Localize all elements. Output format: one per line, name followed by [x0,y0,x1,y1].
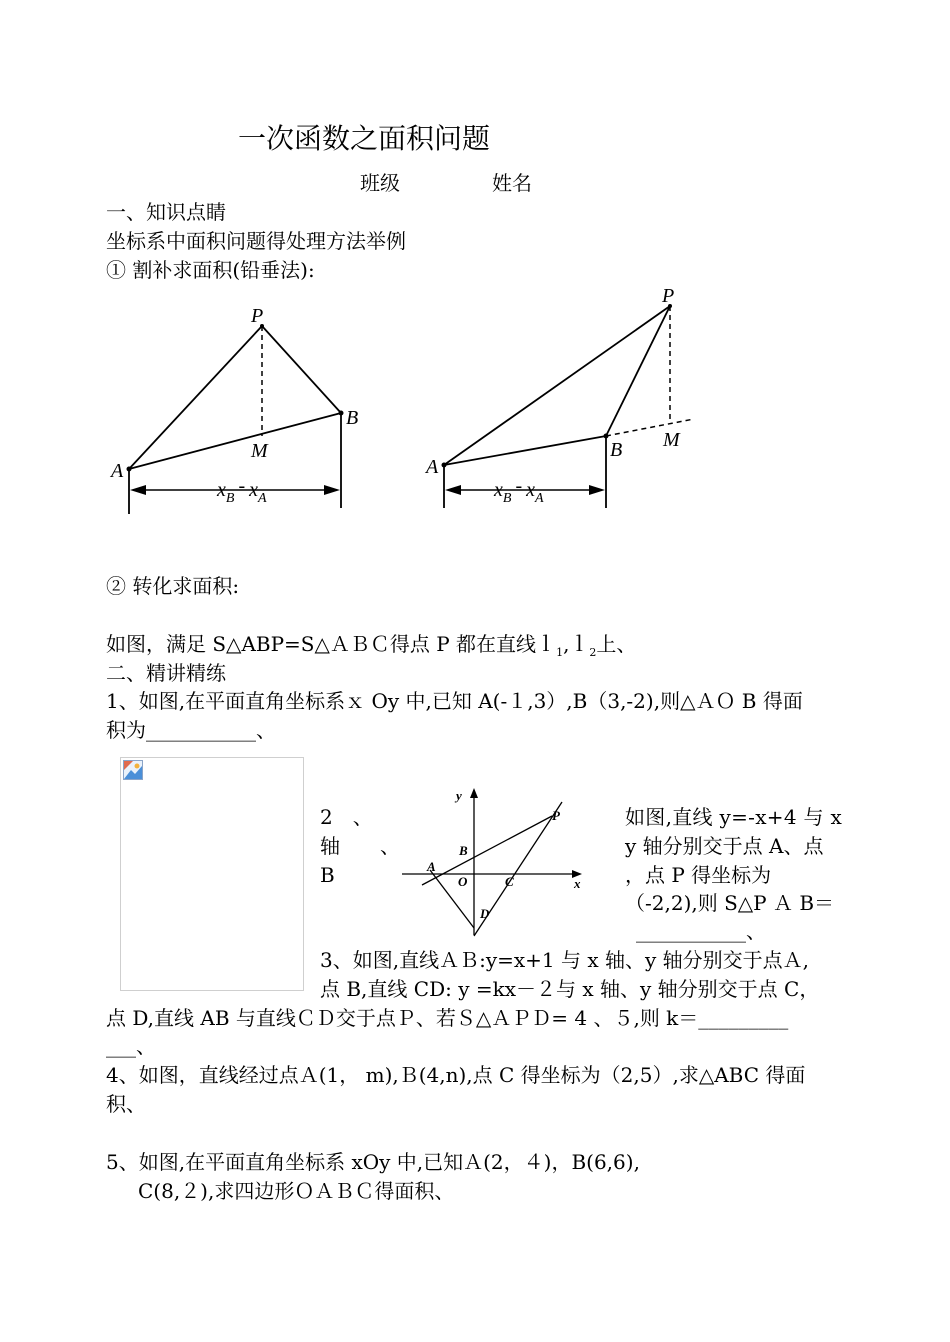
dimension-label [216,475,267,506]
label-p: P [552,808,560,823]
figure-vertical-cut-2 [420,280,700,520]
label-a: A [427,859,436,874]
transform-text: 如图，满足 S△ABP=S△ＡＢＣ得点 P 都在直线ｌ [106,632,557,656]
question2-right-line2: y 轴分别交于点 A、点 [625,834,824,858]
question2-right-line1: 如图,直线 y=-x+4 与 x [625,805,843,829]
l1-subscript: 1 [556,646,564,659]
section1-heading: 一、知识点睛 [106,200,226,224]
question4-line2: 积、 [106,1092,146,1116]
figure-vertical-cut-1 [105,300,365,540]
label-m: M [663,429,680,451]
question2-right-line4: （-2,2),则 S△P Ａ B＝ [625,891,835,915]
question1-line1: 1、如图,在平面直角坐标系ｘ Oy 中,已知 A(-１,3）,B（3,-2),则△ＡＯ B 得面 [106,689,803,713]
label-p: P [251,305,264,327]
label-origin: O [458,874,468,889]
question2-left-line2: 轴 、 [320,834,400,858]
question2-right-line5: ___________、 [636,919,766,943]
segment-ap [444,306,670,465]
segment-bm-dashed [606,419,694,436]
label-d: D [480,906,490,921]
label-b: B [346,407,359,429]
label-y-axis: y [456,788,462,803]
dimension-label [493,475,544,506]
dim-minus: - [515,475,523,497]
image-placeholder [120,757,304,991]
question5-line2: C(8,２),求四边形ＯＡＢＣ得面积、 [138,1179,455,1203]
section2-heading: 二、精讲精练 [106,661,226,685]
question3-line2: 点 B,直线 CD: y =kx－２与 x 轴、y 轴分别交于点 C， [320,977,820,1001]
arrow-left [445,485,461,495]
question3-line4: ___、 [106,1034,156,1058]
dim-xb: x [217,479,226,501]
segment-pb [262,326,341,413]
broken-image-icon [123,760,143,780]
question4-line1: 4、如图，直线经过点Ａ(1， m),Ｂ(4,n),点 C 得坐标为（2,5）,求△ABC 得面 [106,1063,806,1087]
dim-b-sub: B [225,491,235,506]
label-b: B [610,439,623,461]
arrow-right [589,485,605,495]
class-label: 班级 [360,171,400,195]
question5-line1: 5、如图,在平面直角坐标系 xOy 中,已知Ａ(2，４)，B(6,6), [106,1150,640,1174]
method1-label: ① 割补求面积(铅垂法): [106,258,315,282]
method2-label: ② 转化求面积: [106,574,240,598]
dim-xa: x [249,479,259,501]
label-m: M [251,440,268,462]
line-cd-lower [430,870,474,928]
transform-separator: ,ｌ [563,632,590,656]
question3-line3: 点 D,直线 AB 与直线ＣＤ交于点Ｐ、若Ｓ△ＡＰＤ= 4 、５,则 k＝_________ [106,1006,789,1030]
segment-ab [444,436,606,465]
transform-end: 上、 [596,632,637,656]
dim-minus: - [238,475,246,497]
coordinate-graph [398,786,598,941]
point-b-dot [339,411,344,416]
label-a: A [111,460,124,482]
dim-b-sub: B [502,491,512,506]
label-x-axis: x [574,876,581,891]
point-b-dot [604,434,609,439]
arrow-left [130,485,146,495]
label-a: A [426,456,439,478]
label-p: P [662,285,675,307]
y-axis-arrow [470,788,478,798]
line-ab [422,816,552,885]
segment-pb [606,306,670,436]
page-title: 一次函数之面积问题 [238,122,491,155]
l2-subscript: 2 [589,646,597,659]
question2-left-line1: 2 、 [320,805,373,829]
point-a-dot [127,467,132,472]
dim-a-sub: A [535,491,544,506]
segment-ap [129,326,262,469]
question1-line2: 积为___________、 [106,718,276,742]
arrow-right [324,485,340,495]
dim-xb: x [494,479,503,501]
label-c: C [505,874,514,889]
section1-subtitle: 坐标系中面积问题得处理方法举例 [106,229,406,253]
dim-a-sub: A [258,491,267,506]
dim-xa: x [526,479,536,501]
question2-left-line3: B [320,863,335,887]
question2-right-line3: ，点 P 得坐标为 [625,863,772,887]
question3-line1: 3、如图,直线ＡＢ:y=x+1 与 x 轴、y 轴分别交于点Ａ, [320,948,810,972]
name-label: 姓名 [492,171,532,195]
label-b: B [459,843,468,858]
point-a-dot [442,463,447,468]
segment-ab [129,413,341,469]
